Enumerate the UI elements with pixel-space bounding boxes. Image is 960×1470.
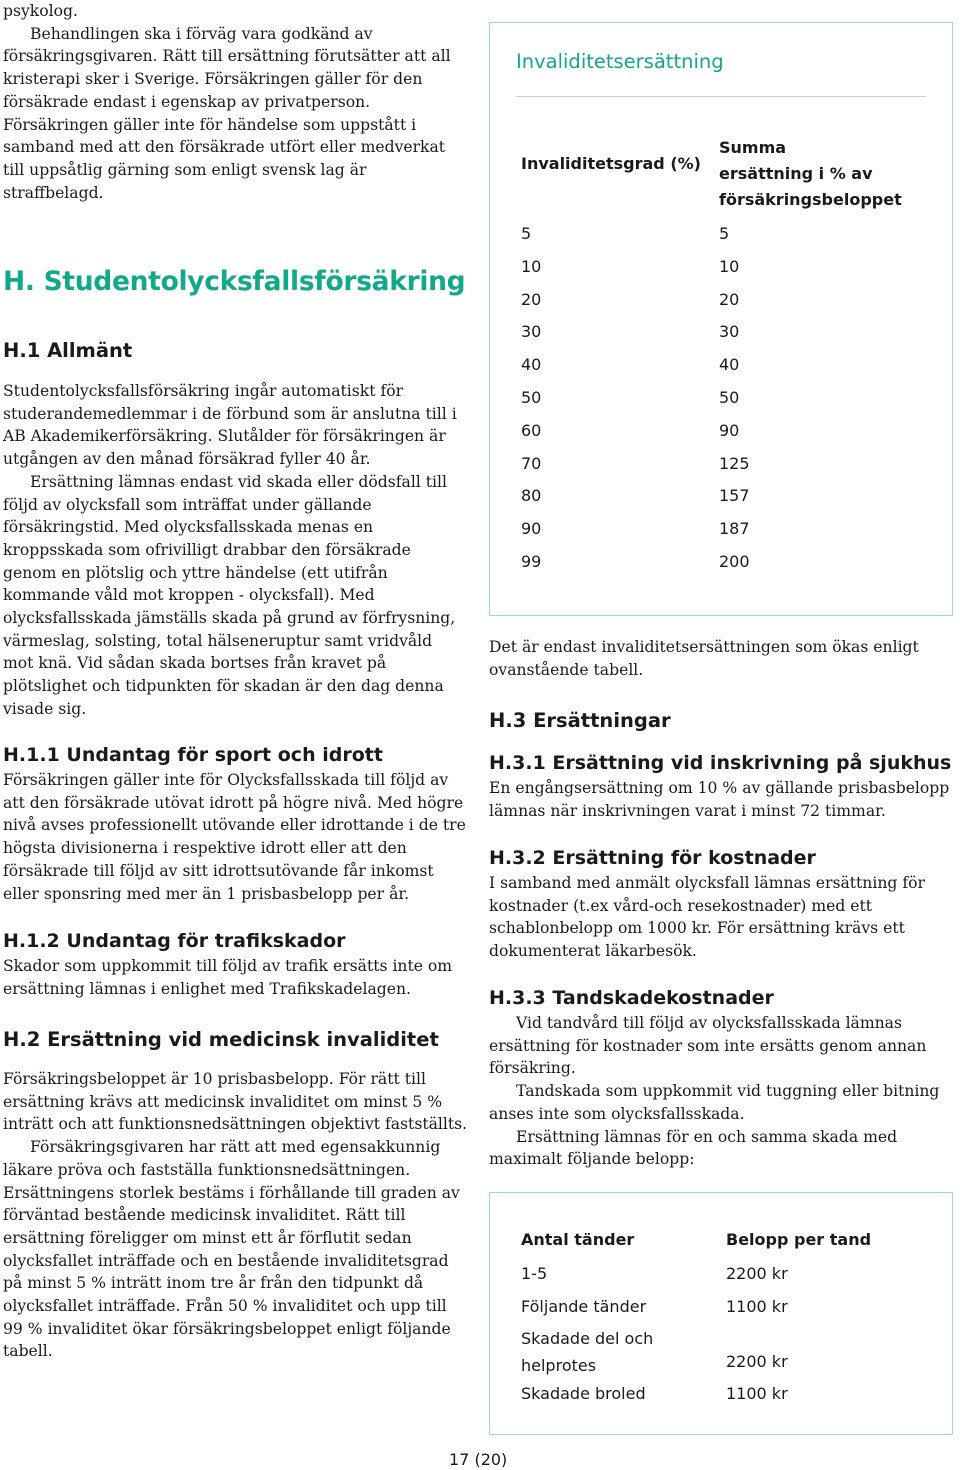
h1-paragraph: Ersättning lämnas endast vid skada eller dödsfall till följd av olycksfall som inträffat under gällande försäkringstid. Med olycksfallsskada menas en kroppsskada som ofrivilligt drabbar den försäkrade genom en plötslig och yttre händelse (ett utifrån kommande våld mot kroppen - olycksfall). Med olycksfallsskada jämställs skada på grund av förfrysning, värmeslag, solsting, total hälseneruptur samt vridvåld mot knä. Vid sådan skada bortses från kravet på plötslighet och tidpunkten för skadan är den dag denna visade sig. [3,472,456,718]
h2-heading: H.2 Ersättning vid medicinsk invaliditet [3,1028,439,1051]
intro-text [3,0,471,204]
ersattning-cell: 10 [719,256,740,276]
h12-heading: H.1.2 Undantag för trafikskador [3,930,346,952]
invaliditetsgrad-cell: 10 [521,256,542,276]
h33-paragraph: Vid tandvård till följd av olycksfallsskada lämnas ersättning för kostnader som inte ersätts genom annan försäkring. [489,1014,927,1078]
h33-paragraph: Ersättning lämnas för en och samma skada med maximalt följande belopp: [489,1127,898,1169]
invaliditetsgrad-cell: 20 [521,289,542,309]
ersattning-cell: 157 [719,486,750,506]
ersattning-cell: 90 [719,420,740,440]
col-header-line: ersättning i % av [719,164,873,183]
ersattning-cell: 200 [719,552,750,571]
tooth-count: Följande tänder [521,1297,647,1316]
page-number: 17 (20) [449,1450,508,1469]
tooth-amount: 2200 kr [726,1352,788,1371]
tooth-count: Skadade broled [521,1384,646,1403]
invaliditetsgrad-cell: 5 [521,224,532,243]
invaliditetsgrad-cell: 70 [521,453,542,473]
after-table-text [489,636,939,681]
col-header-line: försäkringsbeloppet [719,190,902,209]
h1-body [3,380,467,721]
h11-paragraph: Försäkringen gäller inte för Olycksfallsskada till följd av att den försäkrade utövat idrott på högre nivå. Med högre nivå avses professionellt utövande eller idrottande i de tre högsta divisionerna i respektive idrott eller att den försäkrade till följd av sitt idrottsutövande får inkomst eller sponsring med mer än 1 prisbasbelopp per år. [3,771,466,903]
h11-heading: H.1.1 Undantag för sport och idrott [3,744,383,766]
box-title: Invaliditetsersättning [516,50,724,73]
intro-line: Behandlingen ska i förväg vara godkänd av [30,24,373,43]
invaliditetsgrad-cell: 60 [521,420,542,440]
h33-heading: H.3.3 Tandskadekostnader [489,987,774,1009]
h33-paragraph: Tandskada som uppkommit vid tuggning eller bitning anses inte som olycksfallsskada. [489,1082,940,1123]
after-table-paragraph: Det är endast invaliditetsersättningen som ökas enligt ovanstående tabell. [489,638,919,679]
tooth-col-header: Antal tänder [521,1230,635,1249]
ersattning-cell: 20 [719,289,740,309]
tooth-count: Skadade del och helprotes [521,1329,654,1375]
intro-line: straffbelagd. [3,183,104,202]
h3-heading: H.3 Ersättningar [489,709,671,732]
h12-paragraph: Skador som uppkommit till följd av trafik ersätts inte om ersättning lämnas i enlighet med Trafikskadelagen. [3,957,453,998]
h1-heading: H.1 Allmänt [3,339,133,362]
section-heading: H. Studentolycksfallsförsäkring [3,266,466,297]
h31-paragraph: En engångsersättning om 10 % av gällande prisbasbelopp lämnas när inskrivningen varat i minst 72 timmar. [489,779,950,820]
h32-heading: H.3.2 Ersättning för kostnader [489,847,816,869]
tandskada-box [489,1192,953,1435]
intro-line: psykolog. [3,2,78,20]
h2-paragraph: Försäkringsgivaren har rätt att med egensakkunnig läkare pröva och fastställa funktionsnedsättningen. Ersättningens storlek bestäms i förhållande till graden av förväntad bestående medicinsk invaliditet. Rätt till ersättning föreligger om minst ett år förflutit sedan olycksfallet inträffade och en bestående invaliditetsgrad på minst 5 % inträtt inom tre år från den tidpunkt då olycksfallet inträffade. Från 50 % invaliditet och upp till 99 % invaliditet ökar försäkringsbeloppet enligt följande tabell. [3,1138,460,1361]
tooth-count: 1-5 [521,1264,548,1283]
h33-body [489,1012,955,1171]
col-header-summa [719,135,902,213]
invaliditetsgrad-cell: 50 [521,388,542,407]
invaliditetsgrad-cell: 80 [521,486,542,506]
h1-paragraph: Studentolycksfallsförsäkring ingår automatiskt för studerandemedlemmar i de förbund som är anslutna till i AB Akademikerförsäkring. Slutålder för försäkringen är utgången av den månad försäkrad fyller 40 år. [3,382,457,469]
intro-line: försäkrade endast i egenskap av privatperson. [3,92,371,111]
tooth-amount: 1100 kr [726,1384,788,1403]
intro-line: Försäkringen gäller inte för händelse som uppstått i [3,115,417,134]
ersattning-cell: 125 [719,453,750,473]
tooth-col-header: Belopp per tand [726,1230,872,1249]
invaliditet-box [489,22,953,616]
invaliditetsgrad-cell: 30 [521,322,542,342]
intro-line: kristerapi sker i Sverige. Försäkringen gäller för den [3,70,423,89]
tooth-amount: 1100 kr [726,1297,788,1316]
ersattning-cell: 5 [719,224,730,243]
intro-line: försäkringsgivaren. Rätt till ersättning förutsätter att all [3,47,451,66]
box-divider [516,96,926,97]
ersattning-cell: 50 [719,388,740,407]
h2-body [3,1068,469,1363]
h31-heading: H.3.1 Ersättning vid inskrivning på sjukhus [489,752,952,774]
tooth-amount: 2200 kr [726,1264,788,1283]
invaliditetsgrad-cell: 90 [521,519,542,539]
intro-line: samband med att den försäkrade utfört eller medverkat [3,138,446,157]
col-header-line: Summa [719,138,787,157]
invaliditetsgrad-cell: 40 [521,355,542,375]
intro-line: till uppsåtlig gärning som enligt svensk lag är [3,160,367,179]
ersattning-cell: 40 [719,355,740,375]
h32-paragraph: I samband med anmält olycksfall lämnas ersättning för kostnader (t.ex vård-och resekostnader) med ett schablonbelopp om 1000 kr. För ersättning krävs ett dokumenterat läkarbesök. [489,874,925,961]
ersattning-cell: 30 [719,322,740,342]
col-header-grad: Invaliditetsgrad (%) [521,154,701,173]
ersattning-cell: 187 [719,519,750,539]
h2-paragraph: Försäkringsbeloppet är 10 prisbasbelopp. För rätt till ersättning krävs att medicinsk invaliditet om minst 5 % inträtt och att funktionsnedsättningen objektivt fastställts. [3,1070,468,1134]
invaliditetsgrad-cell: 99 [521,552,542,571]
